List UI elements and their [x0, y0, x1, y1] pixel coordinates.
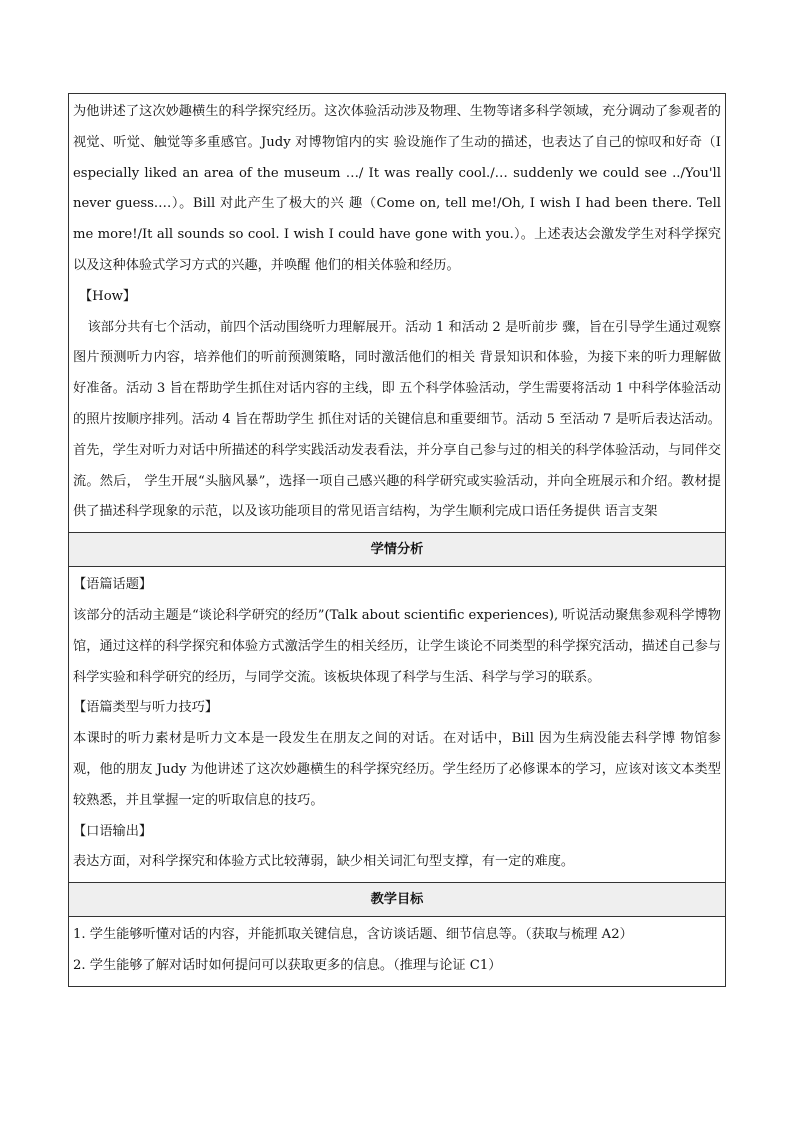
type-paragraph: 本课时的听力素材是听力文本是一段发生在朋友之间的对话。在对话中，Bill 因为生病没能去科学博 物馆参观，他的朋友 Judy 为他讲述了这次妙趣横生的科学探究经历。学生经历了必修课本的学习，应该对该文本类型较熟悉，并且掌握一定的听取信息的技巧。 [73, 731, 721, 808]
topic-paragraph: 该部分的活动主题是“谈论科学研究的经历”(Talk about scientific experiences), 听说活动聚焦参观科学博物馆，通过这样的科学探究和体验方式激活学生的相关经历，让学生谈论不同类型的科学探究活动，描述自己参与科学实验和科学研究的经历，与同学交流。该板块体现了科学与生活、科学与学习的联系。 [73, 607, 721, 685]
how-paragraph: 该部分共有七个活动，前四个活动围绕听力理解展开。活动 1 和活动 2 是听前步 骤，旨在引导学生通过观察图片预测听力内容，培养他们的听前预测策略，同时激活他们的相关 背景知识和体验，为接下来的听力理解做好准备。活动 3 旨在帮助学生抓住对话内容的主线，即 五个科学体验活动，学生需要将活动 1 中科学体验活动的照片按顺序排列。活动 4 旨在帮助学生 抓住对话的关键信息和重要细节。活动 5 至活动 7 是听后表达活动。首先，学生对听力对话中所描述的科学实践活动发表看法，并分享自己参与过的相关的科学体验活动，与同伴交流。然后， 学生开展“头脑风暴”，选择一项自己感兴趣的科学研究或实验活动，并向全班展示和介绍。教材提供了描述科学现象的示范，以及该功能项目的常见语言结构，为学生顺利完成口语任务提供 语言支架 [73, 319, 721, 520]
teaching-goals-cell [68, 916, 726, 987]
goal-item: 2. 学生能够了解对话时如何提问可以获取更多的信息。（推理与论证 C1） [73, 957, 502, 973]
teaching-goals-header: 教学目标 [68, 882, 726, 916]
topic-heading: 【语篇话题】 [73, 577, 153, 593]
student-analysis-cell [68, 566, 726, 882]
text-paragraph: 为他讲述了这次妙趣横生的科学探究经历。这次体验活动涉及物理、生物等诸多科学领域，充分调动了参观者的视觉、听觉、触觉等多重感官。Judy 对博物馆内的实 验设施作了生动的描述，也表达了自己的惊叹和好奇（I especially liked an area of the museum …/ It was really cool./… suddenly we could see ../You'll never guess.…）。Bill 对此产生了极大的兴 趣（Come on, tell me!/Oh, I wish I had been there. Tell me more!/It all sounds so cool. I wish I could have gone with you.）。上述表达会激发学生对科学探究以及这种体验式学习方式的兴趣，并唤醒 他们的相关体验和经历。 [73, 104, 721, 273]
how-heading: 【How】 [79, 288, 137, 304]
type-heading: 【语篇类型与听力技巧】 [73, 700, 219, 716]
goal-item: 1. 学生能够听懂对话的内容，并能抓取关键信息，含访谈话题、细节信息等。（获取与梳理 A2） [73, 927, 633, 943]
student-analysis-header: 学情分析 [68, 532, 726, 566]
oral-paragraph: 表达方面，对科学探究和体验方式比较薄弱，缺少相关词汇句型支撑，有一定的难度。 [73, 854, 575, 870]
oral-heading: 【口语输出】 [73, 823, 153, 839]
analysis-text-cell [68, 93, 726, 532]
lesson-plan-table [68, 93, 726, 987]
